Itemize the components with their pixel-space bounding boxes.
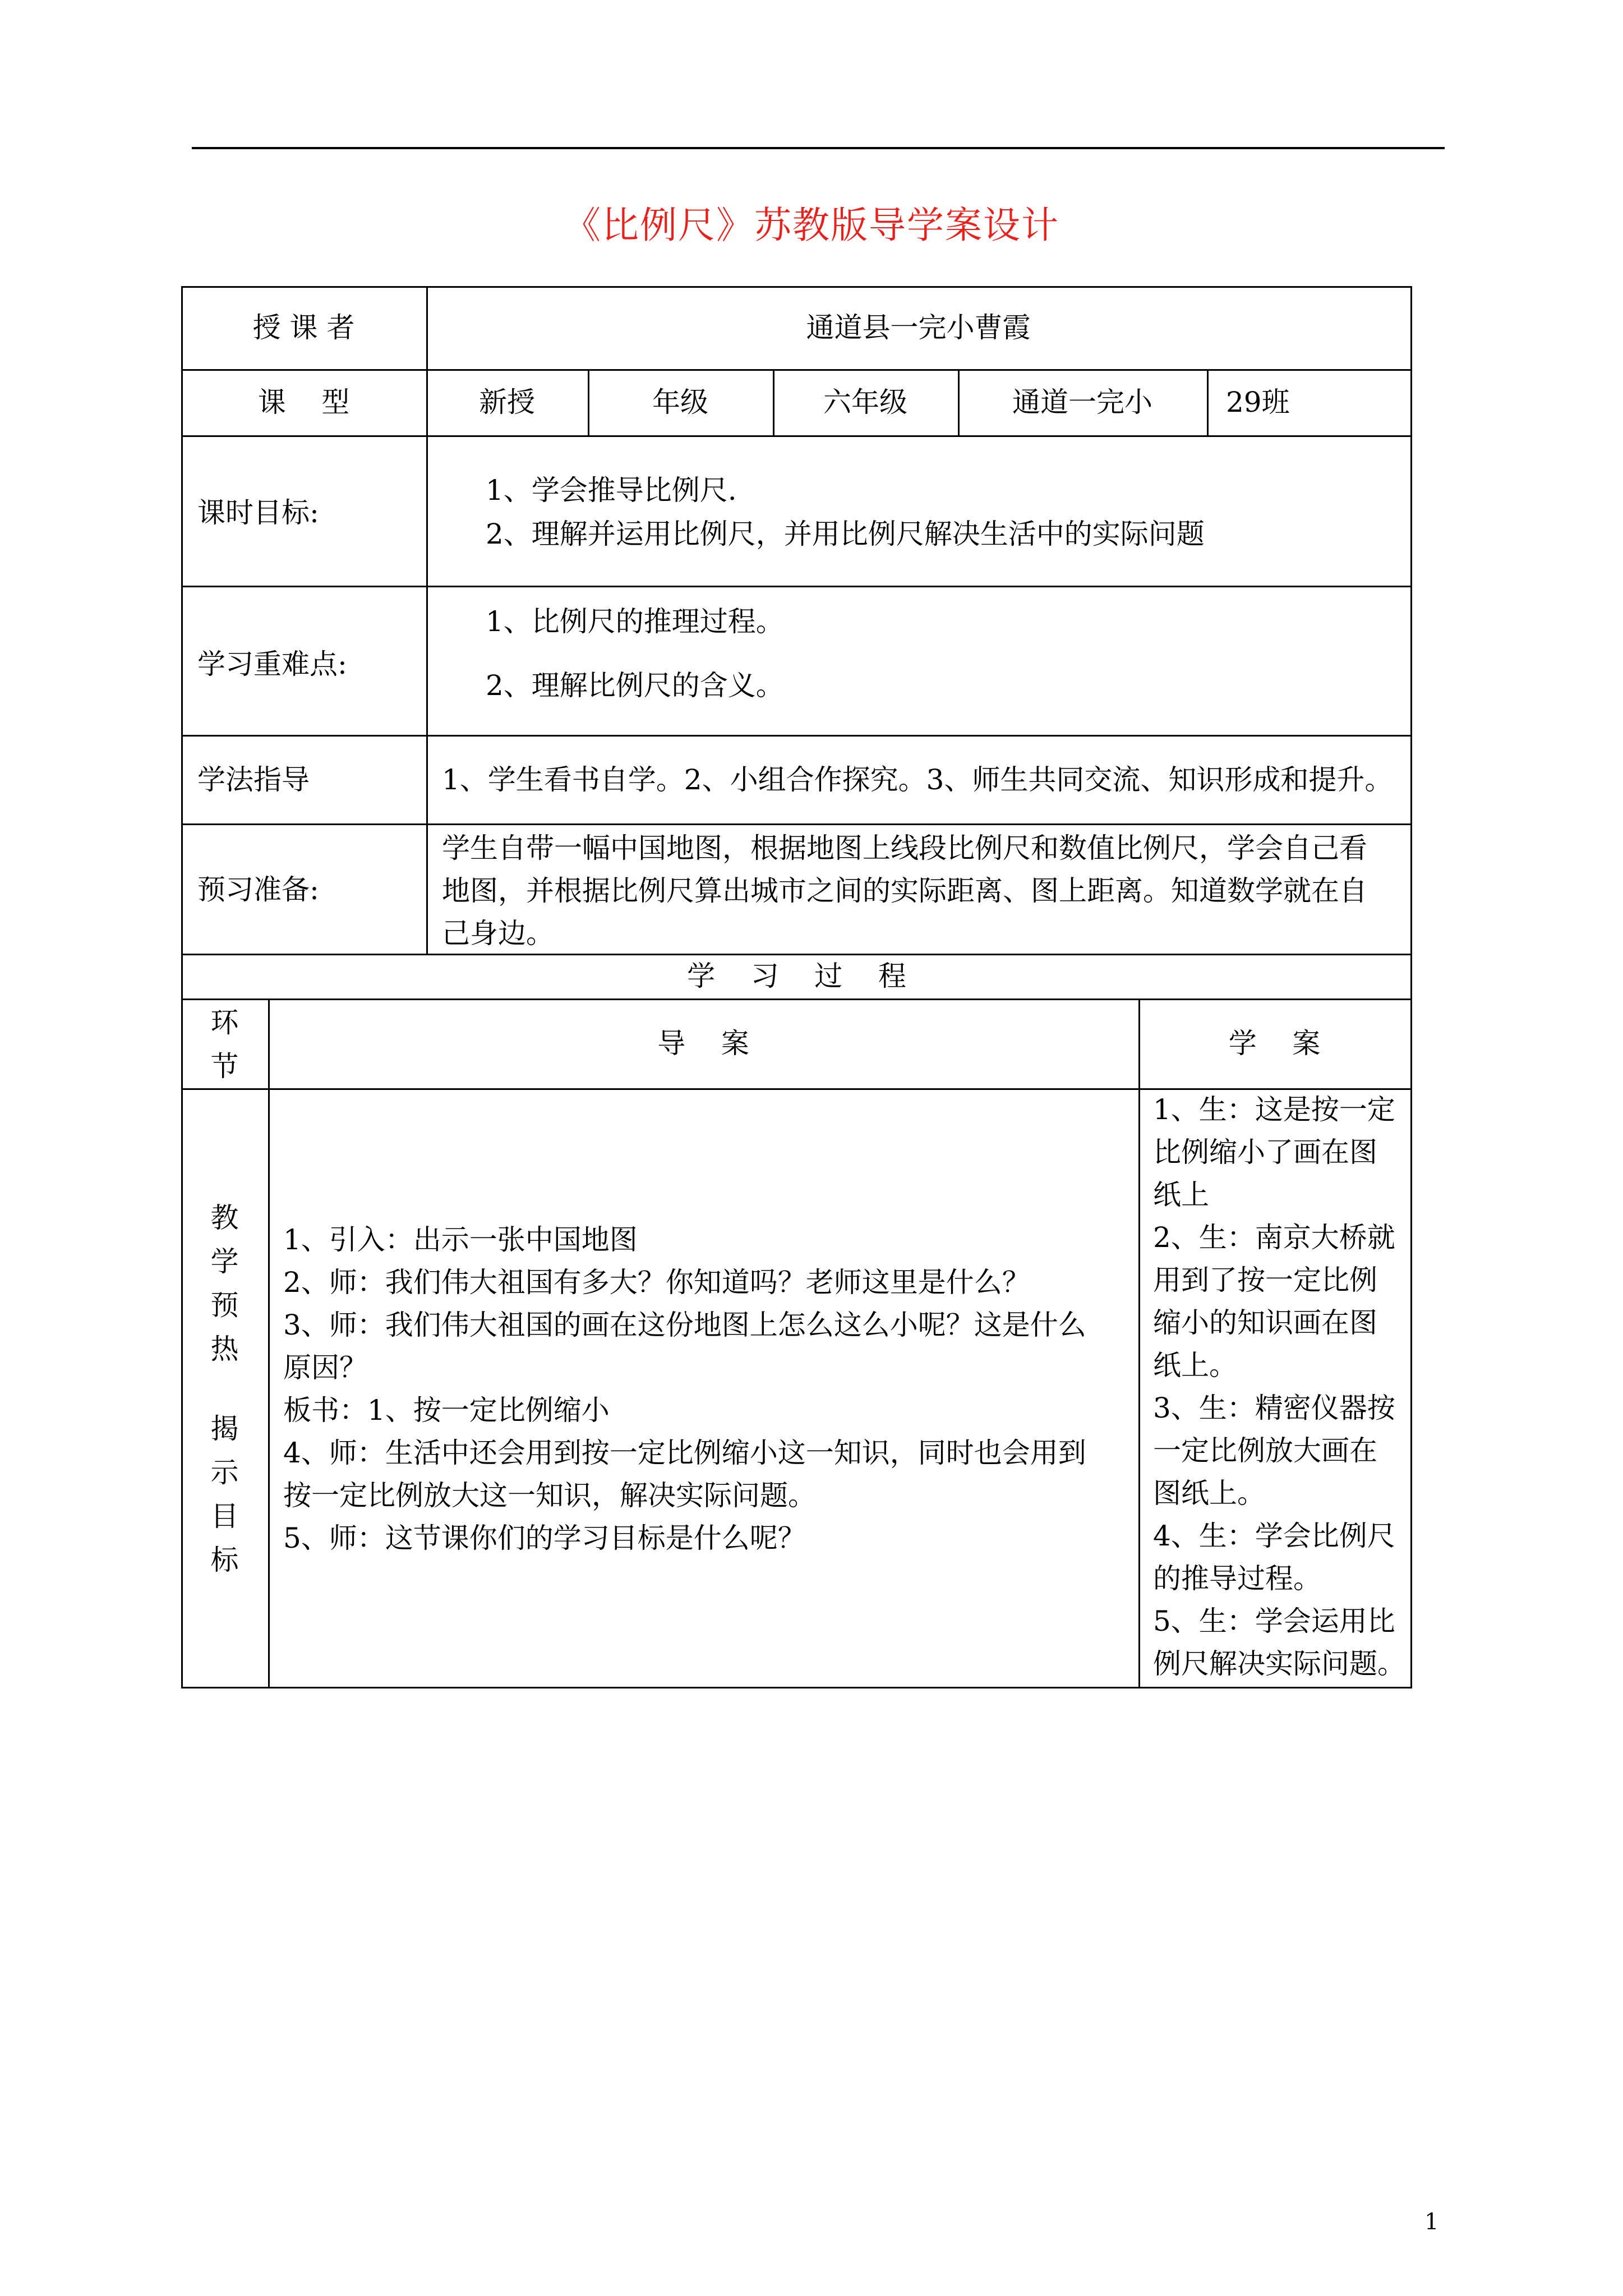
key-point-item: 1、比例尺的推理过程。 bbox=[486, 605, 784, 638]
stage-column-header: 环 节 bbox=[210, 1006, 239, 1083]
study-line: 1、生：这是按一定 bbox=[1153, 1093, 1395, 1126]
study-line: 5、生：学会运用比 bbox=[1153, 1605, 1395, 1637]
preparation-line: 学生自带一幅中国地图，根据地图上线段比例尺和数值比例尺，学会自己看 bbox=[442, 832, 1367, 864]
objectives-label: 课时目标: bbox=[197, 496, 319, 529]
study-line: 图纸上。 bbox=[1153, 1477, 1265, 1510]
document-title: 《比例尺》苏教版导学案设计 bbox=[564, 204, 1059, 247]
study-line: 纸上。 bbox=[1153, 1349, 1237, 1382]
stage-label-warmup: 教 学 预 热 bbox=[210, 1202, 239, 1365]
study-line: 2、生：南京大桥就 bbox=[1153, 1221, 1395, 1254]
study-line: 3、生：精密仪器按 bbox=[1153, 1392, 1395, 1424]
key-points-label: 学习重难点: bbox=[197, 648, 347, 680]
lesson-type-label: 课 型 bbox=[257, 386, 350, 418]
lesson-type-value: 新授 bbox=[479, 386, 535, 418]
class-value: 29班 bbox=[1226, 386, 1290, 418]
study-line: 缩小的知识画在图 bbox=[1153, 1306, 1377, 1339]
header-rule bbox=[192, 147, 1445, 149]
guide-line: 2、师：我们伟大祖国有多大？你知道吗？老师这里是什么？ bbox=[283, 1266, 1030, 1299]
grade-value: 六年级 bbox=[823, 386, 907, 418]
school-value: 通道一完小 bbox=[1012, 386, 1152, 418]
grade-label: 年级 bbox=[652, 386, 708, 418]
page-number: 1 bbox=[1424, 2209, 1439, 2235]
guide-line: 3、师：我们伟大祖国的画在这份地图上怎么这么小呢？这是什么 bbox=[283, 1309, 1086, 1341]
study-line: 的推导过程。 bbox=[1153, 1562, 1321, 1595]
study-line: 用到了按一定比例 bbox=[1153, 1264, 1377, 1296]
study-line: 比例缩小了画在图 bbox=[1153, 1136, 1377, 1168]
preparation-label: 预习准备: bbox=[197, 873, 319, 906]
guide-line: 5、师：这节课你们的学习目标是什么呢？ bbox=[283, 1522, 806, 1554]
guide-column-header: 导 案 bbox=[657, 1027, 749, 1060]
study-line: 一定比例放大画在 bbox=[1153, 1434, 1377, 1467]
teacher-value: 通道县一完小曹霞 bbox=[806, 311, 1031, 344]
guide-line: 板书：1、按一定比例缩小 bbox=[283, 1394, 610, 1427]
preparation-line: 己身边。 bbox=[442, 917, 554, 950]
stage-label-goals: 揭 示 目 标 bbox=[210, 1412, 239, 1576]
objective-item: 1、学会推导比例尺. bbox=[486, 474, 737, 507]
key-point-item: 2、理解比例尺的含义。 bbox=[486, 669, 784, 702]
method-text: 1、学生看书自学。2、小组合作探究。3、师生共同交流、知识形成和提升。 bbox=[442, 763, 1393, 796]
study-line: 纸上 bbox=[1153, 1179, 1209, 1211]
study-line: 例尺解决实际问题。 bbox=[1153, 1648, 1405, 1680]
objective-item: 2、理解并运用比例尺，并用比例尺解决生活中的实际问题 bbox=[486, 518, 1205, 550]
teacher-label: 授 课 者 bbox=[252, 311, 355, 344]
study-column-header: 学 案 bbox=[1228, 1027, 1321, 1060]
process-header: 学 习 过 程 bbox=[687, 960, 906, 992]
method-label: 学法指导 bbox=[197, 763, 310, 796]
guide-line: 1、引入：出示一张中国地图 bbox=[283, 1223, 638, 1256]
preparation-line: 地图，并根据比例尺算出城市之间的实际距离、图上距离。知道数学就在自 bbox=[442, 875, 1367, 907]
guide-line: 原因？ bbox=[283, 1351, 367, 1384]
study-line: 4、生：学会比例尺 bbox=[1153, 1520, 1395, 1552]
guide-line: 按一定比例放大这一知识，解决实际问题。 bbox=[283, 1479, 816, 1512]
guide-line: 4、师：生活中还会用到按一定比例缩小这一知识，同时也会用到 bbox=[283, 1437, 1086, 1469]
